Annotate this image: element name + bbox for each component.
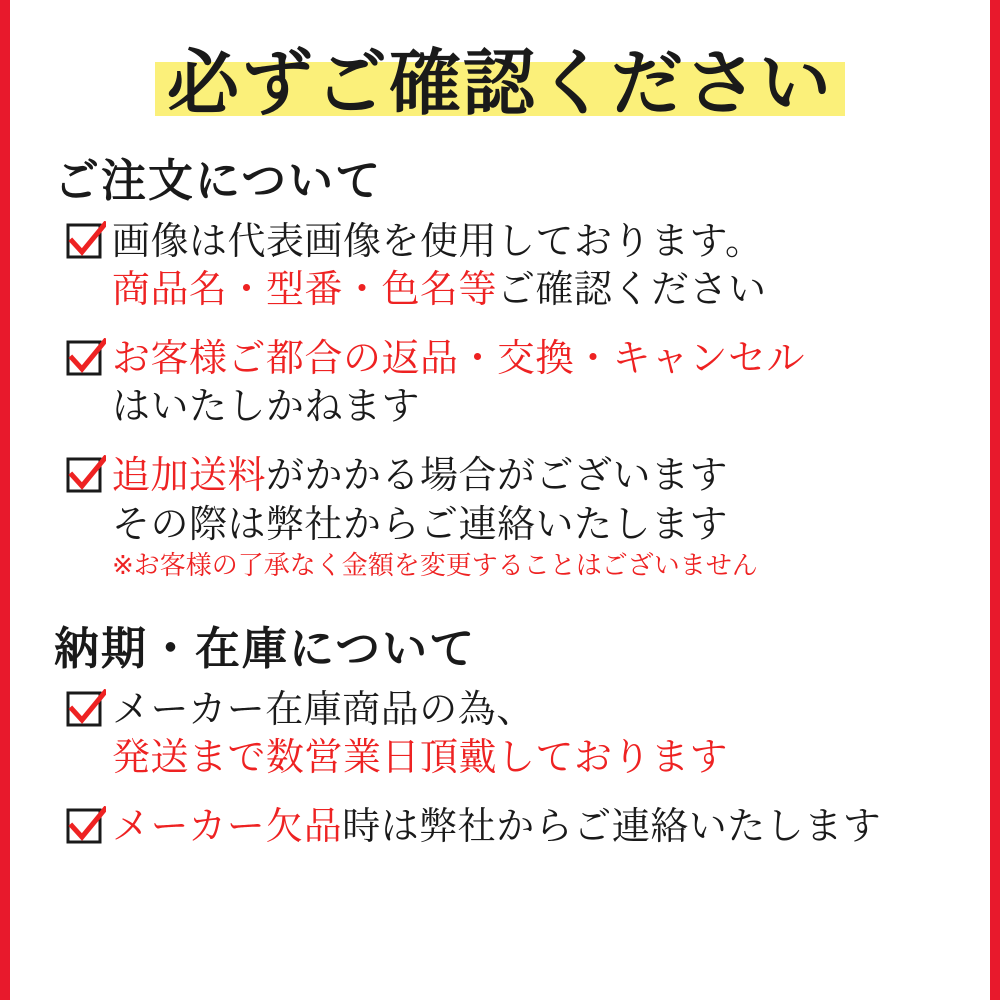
list-item-line: その際は弊社からご連絡いたします: [112, 501, 729, 546]
notice-content: [10, 0, 990, 1000]
section-heading-delivery: 納期・在庫について: [54, 621, 477, 675]
page-title-text: 必ずご確認ください: [166, 41, 833, 125]
list-item-lines: [112, 451, 962, 584]
right-red-bar: [990, 0, 1000, 1000]
page-title-wrap: [38, 41, 962, 125]
list-item-line: [112, 451, 962, 500]
page-title: [155, 41, 845, 125]
list-item-note: ※お客様の了承なく金額を変更することはございません: [112, 551, 758, 582]
list-item-lines: [112, 802, 962, 851]
list-item-lines: [112, 217, 962, 314]
list-item-line: 画像は代表画像を使用しております。: [112, 218, 764, 263]
emphasis-text: 商品名・型番・色名等: [112, 267, 498, 312]
list-item-line: 発送まで数営業日頂戴しております: [112, 735, 729, 780]
list-item-lines: [112, 685, 962, 782]
plain-text: ご確認ください: [497, 267, 767, 312]
checkbox-checked-icon: [66, 338, 106, 378]
list-item: [66, 451, 962, 584]
list-item-line: [112, 265, 962, 314]
emphasis-text: 追加送料: [112, 453, 267, 498]
plain-text: 時は弊社からご連絡いたします: [342, 803, 882, 848]
checkbox-checked-icon: [66, 221, 106, 261]
list-item: [66, 802, 962, 851]
plain-text: がかかる場合がございます: [266, 453, 729, 498]
list-item-line: [112, 802, 962, 851]
list-item: [66, 334, 962, 431]
checkbox-checked-icon: [66, 689, 106, 729]
checkbox-checked-icon: [66, 455, 106, 495]
list-item-line: はいたしかねます: [112, 384, 421, 429]
list-item-line: メーカー在庫商品の為、: [112, 686, 535, 731]
list-item: [66, 217, 962, 314]
list-item-line: お客様ご都合の返品・交換・キャンセル: [112, 335, 806, 380]
list-item-lines: [112, 334, 962, 431]
checkbox-checked-icon: [66, 806, 106, 846]
list-item: [66, 685, 962, 782]
section-heading-orders: ご注文について: [54, 153, 383, 207]
emphasis-text: メーカー欠品: [112, 803, 343, 848]
left-red-bar: [0, 0, 10, 1000]
